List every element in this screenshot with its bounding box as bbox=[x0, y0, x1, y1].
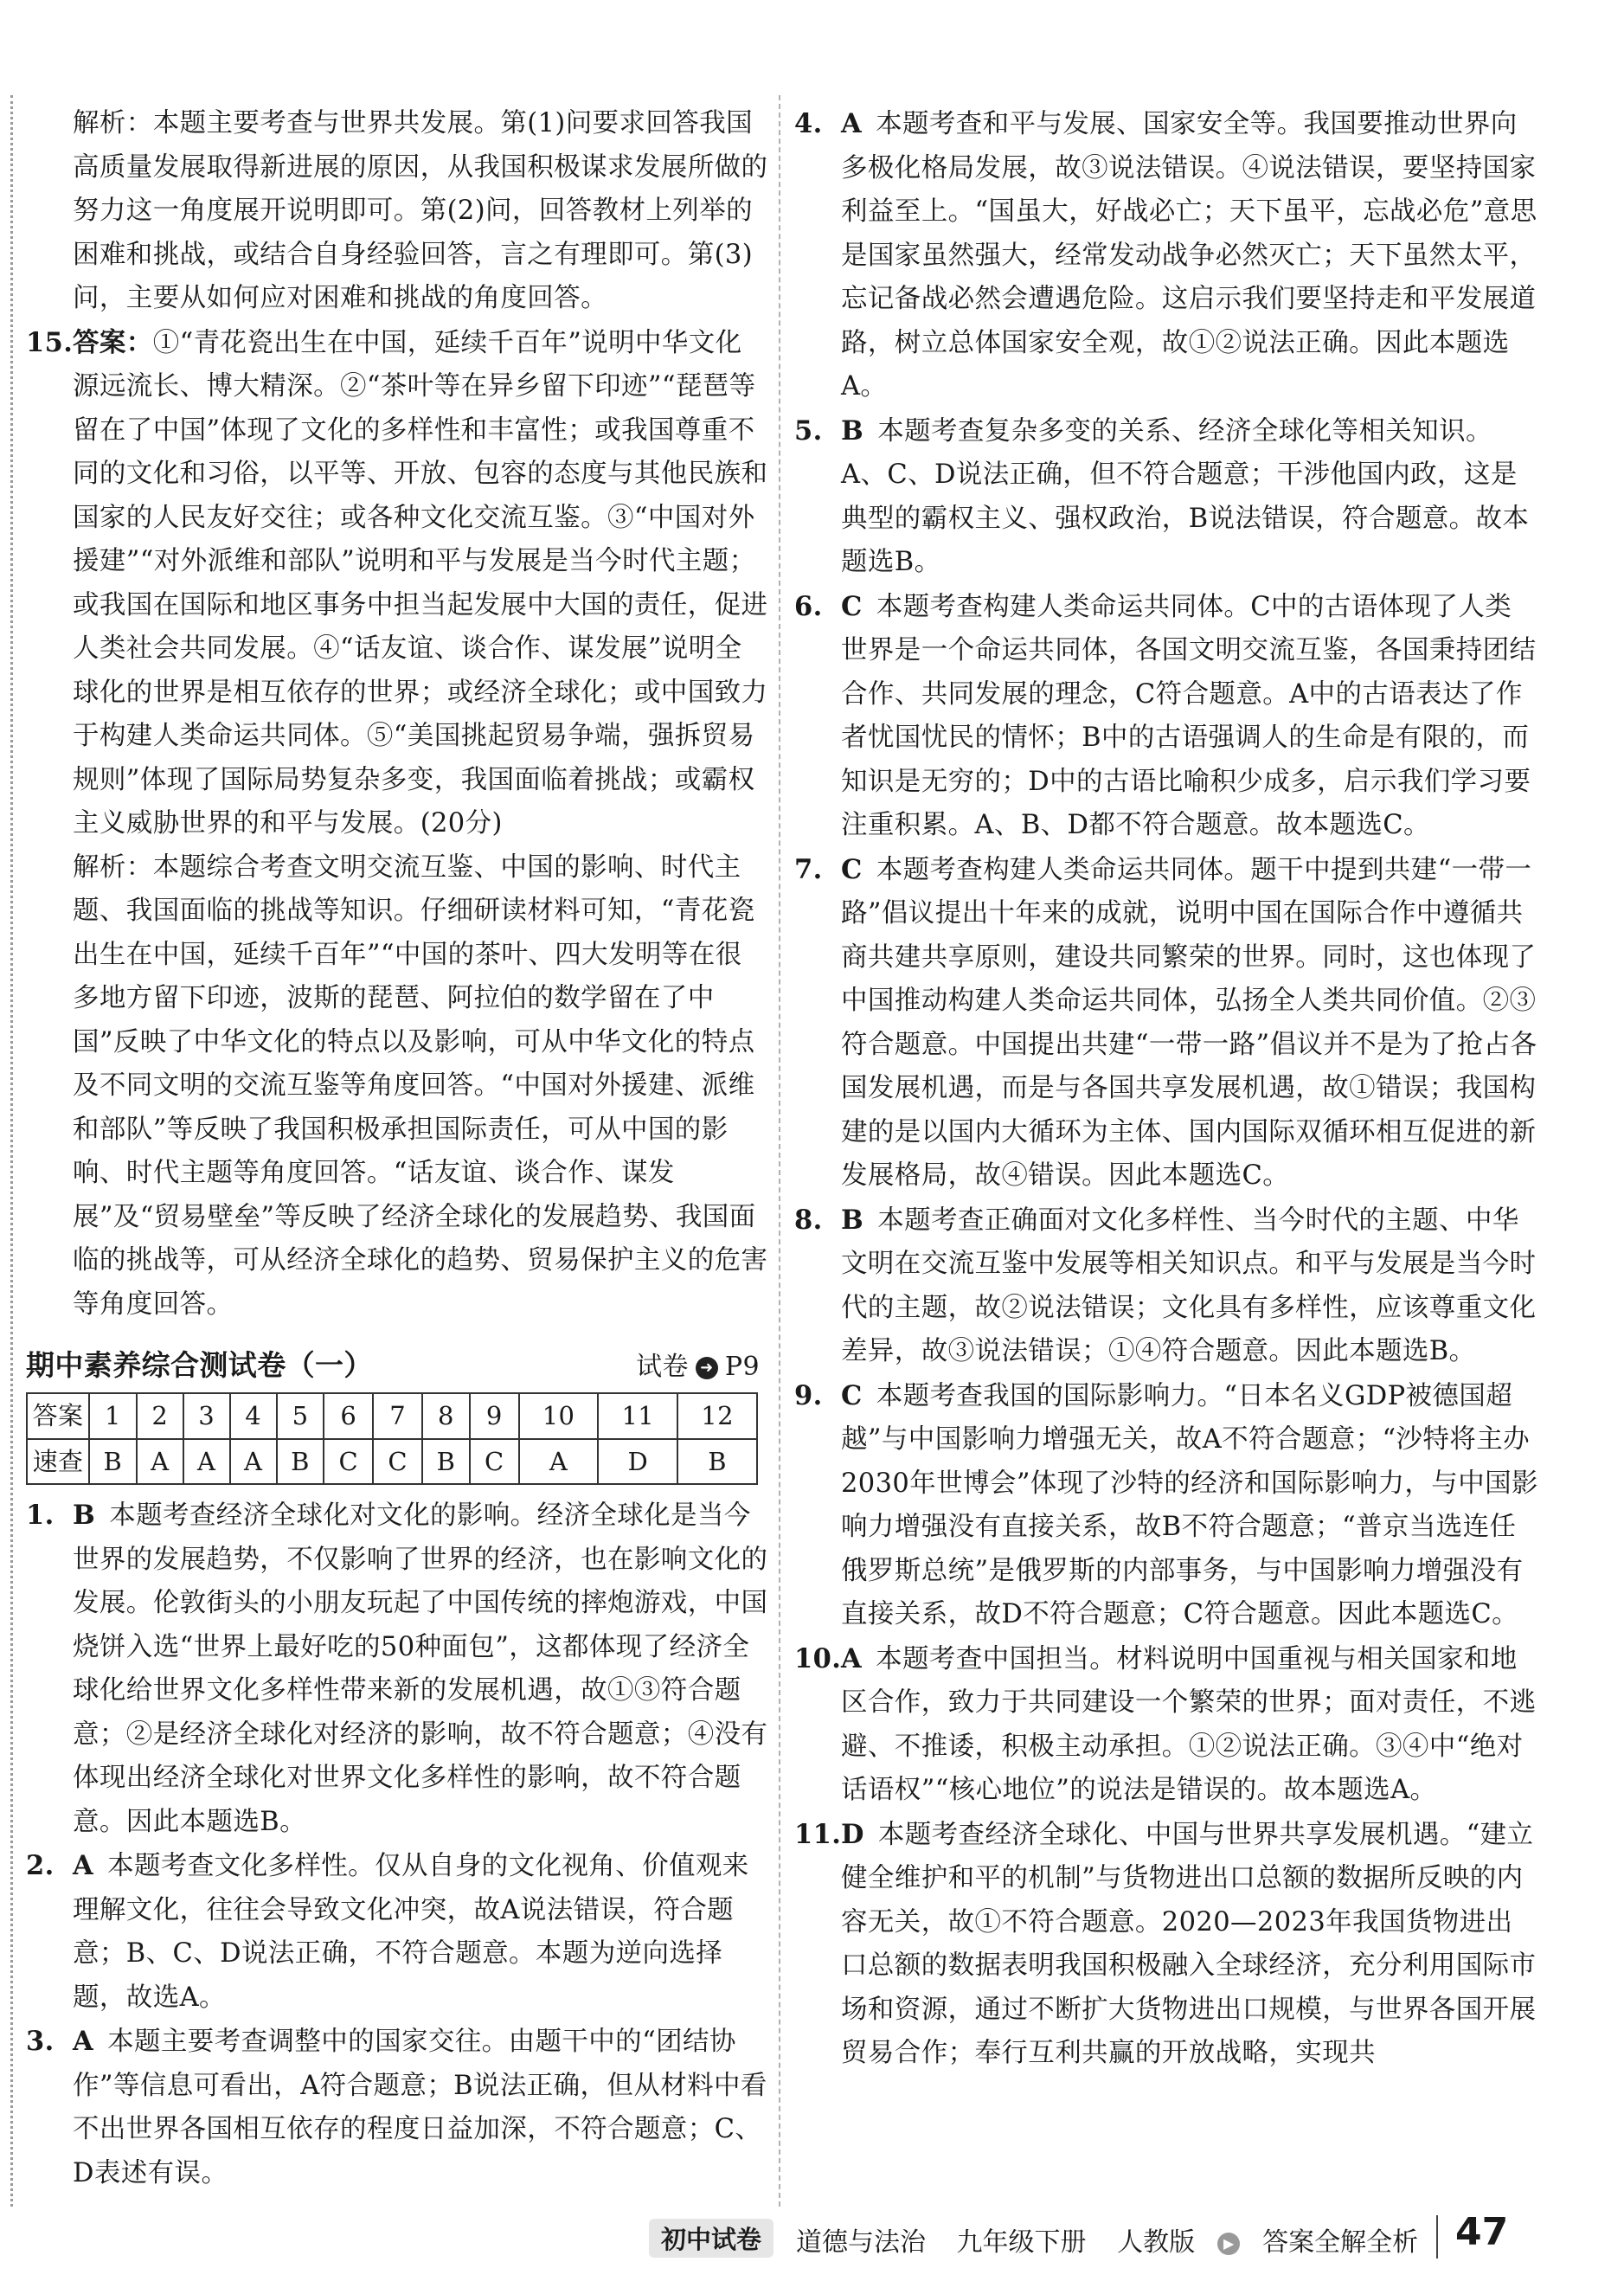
table-cell: 12 bbox=[677, 1393, 757, 1439]
question-number: 4. bbox=[794, 108, 823, 139]
answer-letter: B bbox=[841, 1204, 864, 1236]
table-cell: B bbox=[422, 1439, 470, 1485]
table-cell: B bbox=[677, 1439, 757, 1485]
table-cell: A bbox=[230, 1439, 277, 1485]
footer-info bbox=[796, 2220, 1441, 2259]
table-cell: 7 bbox=[373, 1393, 422, 1439]
answer-item-8 bbox=[794, 1198, 1538, 1374]
explanation-text: 本题考查我国的国际影响力。“日本名义GDP被德国超越”与中国影响力增强无关，故A不符合题意；“沙特将主办2030年世博会”体现了沙特的经济和国际影响力，与中国影响力增强没有直接关系，故B不符合题意；“普京当选连任俄罗斯总统”是俄罗斯的内部事务，与中国影响力增强没有直接关系，故D不符合题意；C符合题意。因此本题选C。 bbox=[841, 1380, 1538, 1629]
table-cell: 3 bbox=[183, 1393, 230, 1439]
answer-item-4 bbox=[794, 102, 1538, 409]
answer-quick-table bbox=[26, 1392, 758, 1485]
right-column bbox=[794, 102, 1538, 2076]
table-cell: 6 bbox=[324, 1393, 373, 1439]
answer-item-6 bbox=[794, 585, 1538, 848]
column-divider bbox=[779, 95, 780, 2207]
table-header-cell: 答案 bbox=[27, 1393, 89, 1439]
answer-item-3 bbox=[26, 2020, 768, 2195]
answer-15 bbox=[26, 321, 768, 846]
answer-letter: A bbox=[841, 108, 863, 139]
answer-item-9 bbox=[794, 1374, 1538, 1637]
explanation-text: 本题考查经济全球化对文化的影响。经济全球化是当今世界的发展趋势，不仅影响了世界的经济，也在影响文化的发展。伦敦街头的小朋友玩起了中国传统的摔炮游戏，中国烧饼入选“世界上最好吃的50种面包”，这都体现了经济全球化给世界文化多样性带来新的发展机遇，故①③符合题意；②是经济全球化对经济的影响，故不符合题意；④没有体现出经济全球化对世界文化多样性的影响，故不符合题意。因此本题选B。 bbox=[73, 1500, 768, 1837]
explanation-text: 本题考查中国担当。材料说明中国重视与相关国家和地区合作，致力于共同建设一个繁荣的世界；面对责任，不逃避、不推诿，积极主动承担。①②说法正确。③④中“绝对话语权”“核心地位”的说法是错误的。故本题选A。 bbox=[841, 1643, 1537, 1805]
explanation-text: 本题考查和平与发展、国家安全等。我国要推动世界向多极化格局发展，故③说法错误。④说法错误，要坚持国家利益至上。“国虽大，好战必亡；天下虽平，忘战必危”意思是国家虽然强大，经常发动战争必然灭亡；天下虽然太平，忘记备战必然会遭遇危险。这启示我们要坚持走和平发展道路，树立总体国家安全观，故①②说法正确。因此本题选A。 bbox=[841, 109, 1537, 402]
analysis-14: 解析：本题主要考查与世界共发展。第(1)问要求回答我国高质量发展取得新进展的原因，从我国积极谋求发展所做的努力这一角度展开说明即可。第(2)问，回答教材上列举的困难和挑战，或结合自身经验回答，言之有理即可。第(3)问，主要从如何应对困难和挑战的角度回答。 bbox=[73, 108, 768, 313]
table-row bbox=[27, 1393, 757, 1439]
table-row bbox=[27, 1439, 757, 1485]
footer-subject: 道德与法治 bbox=[796, 2227, 926, 2258]
table-cell: 4 bbox=[230, 1393, 277, 1439]
answer-letter: B bbox=[841, 414, 864, 447]
answer-item-2 bbox=[26, 1844, 768, 2020]
question-number: 6. bbox=[794, 590, 823, 622]
answer-letter: A bbox=[73, 1850, 94, 1881]
table-cell: A bbox=[183, 1439, 230, 1485]
footer-grade: 九年级下册 bbox=[956, 2227, 1087, 2258]
table-cell: A bbox=[519, 1439, 599, 1485]
question-number: 9. bbox=[794, 1379, 823, 1411]
explanation-text: 本题考查文化多样性。仅从自身的文化视角、价值观来理解文化，往往会导致文化冲突，故A说法错误，符合题意；B、C、D说法正确，不符合题意。本题为逆向选择题，故选A。 bbox=[73, 1851, 749, 2013]
question-number: 7. bbox=[794, 853, 823, 885]
answer-letter: D bbox=[841, 1818, 864, 1850]
section-ref-label: 试卷 bbox=[636, 1352, 689, 1382]
page-footer bbox=[649, 2210, 1549, 2264]
explanation-text: 本题主要考查调整中的国家交往。由题干中的“团结协作”等信息可看出，A符合题意；B说法正确，但从材料中看不出世界各国相互依存的程度日益加深，不符合题意；C、D表述有误。 bbox=[73, 2027, 767, 2188]
question-number: 8. bbox=[794, 1204, 823, 1236]
answer-item-7 bbox=[794, 848, 1538, 1198]
left-column bbox=[26, 102, 768, 2195]
footer-tail: 答案全解全析 bbox=[1262, 2227, 1419, 2258]
answer-text: ①“青花瓷出生在中国，延续千百年”说明中华文化源远流长、博大精深。②“茶叶等在异乡留下印迹”“琵琶等留在了中国”体现了文化的多样性和丰富性；或我国尊重不同的文化和习俗，以平等、开放、包容的态度与其他民族和国家的人民友好交往；或各种文化交流互鉴。③“中国对外援建”“对外派维和部队”说明和平与发展是当今时代主题；或我国在国际和地区事务中担当起发展中大国的责任，促进人类社会共同发展。④“话友谊、谈合作、谋发展”说明全球化的世界是相互依存的世界；或经济全球化；或中国致力于构建人类命运共同体。⑤“美国挑起贸易争端，强拆贸易规则”体现了国际局势复杂多变，我国面临着挑战；或霸权主义威胁世界的和平与发展。(20分) bbox=[73, 327, 768, 839]
section-title: 期中素养综合测试卷（一） bbox=[26, 1348, 373, 1382]
table-cell: 10 bbox=[519, 1393, 599, 1439]
answer-letter: C bbox=[841, 1379, 863, 1411]
question-number: 3. bbox=[26, 2026, 55, 2057]
table-cell: 9 bbox=[470, 1393, 519, 1439]
table-cell: C bbox=[470, 1439, 519, 1485]
table-cell: 8 bbox=[422, 1393, 470, 1439]
question-number: 5. bbox=[794, 414, 823, 447]
table-cell: C bbox=[324, 1439, 373, 1485]
answer-letter: B bbox=[73, 1500, 96, 1531]
answer-item-1 bbox=[26, 1494, 768, 1844]
section-page-ref bbox=[636, 1346, 760, 1390]
answer-letter: A bbox=[841, 1642, 863, 1674]
footer-edition: 人教版 bbox=[1117, 2227, 1196, 2258]
analysis-15: 解析：本题综合考查文明交流互鉴、中国的影响、时代主题、我国面临的挑战等知识。仔细研读材料可知，“青花瓷出生在中国，延续千百年”“中国的茶叶、四大发明等在很多地方留下印迹，波斯的琵琶、阿拉伯的数学留在了中国”反映了中华文化的特点以及影响，可从中华文化的特点及不同文明的交流互鉴等角度回答。“中国对外援建、派维和部队”等反映了我国积极承担国际责任，可从中国的影响、时代主题等角度回答。“话友谊、谈合作、谋发展”及“贸易壁垒”等反映了经济全球化的发展趋势、我国面临的挑战等，可从经济全球化的趋势、贸易保护主义的危害等角度回答。 bbox=[73, 851, 768, 1320]
answer-item-5 bbox=[794, 409, 1538, 585]
answer-item-10 bbox=[794, 1637, 1538, 1813]
footer-divider bbox=[1436, 2215, 1438, 2259]
table-cell: D bbox=[598, 1439, 677, 1485]
explanation-text: 本题考查复杂多变的关系、经济全球化等相关知识。A、C、D说法正确，但不符合题意；干涉他国内政，这是典型的霸权主义、强权政治，B说法错误，符合题意。故本题选B。 bbox=[841, 415, 1530, 577]
table-cell: C bbox=[373, 1439, 422, 1485]
play-icon: ▶ bbox=[1217, 2233, 1240, 2255]
table-cell: 1 bbox=[89, 1393, 137, 1439]
arrow-right-icon: ➜ bbox=[696, 1357, 718, 1379]
explanation-text: 本题考查正确面对文化多样性、当今时代的主题、中华文明在交流互鉴中发展等相关知识点。和平与发展是当今时代的主题，故②说法错误；文化具有多样性，应该尊重文化差异，故③说法错误；①④符合题意。因此本题选B。 bbox=[841, 1205, 1537, 1366]
explanation-text: 本题考查构建人类命运共同体。C中的古语体现了人类世界是一个命运共同体，各国文明交流互鉴，各国秉持团结合作、共同发展的理念，C符合题意。A中的古语表达了作者忧国忧民的情怀；B中的古语强调人的生命是有限的，而知识是无穷的；D中的古语比喻积少成多，启示我们学习要注重积累。A、B、D都不符合题意。故本题选C。 bbox=[841, 591, 1537, 840]
table-cell: 2 bbox=[137, 1393, 183, 1439]
footer-brand: 初中试卷 bbox=[649, 2219, 773, 2258]
answer-item-11 bbox=[794, 1813, 1538, 2076]
question-number: 1. bbox=[26, 1500, 55, 1531]
margin-dotted-line bbox=[10, 95, 13, 2207]
question-number: 15. bbox=[26, 326, 74, 358]
table-cell: 5 bbox=[277, 1393, 324, 1439]
section-header bbox=[26, 1340, 768, 1385]
explanation-text: 本题考查构建人类命运共同体。题干中提到共建“一带一路”倡议提出十年来的成就，说明中国在国际合作中遵循共商共建共享原则，建设共同繁荣的世界。同时，这也体现了中国推动构建人类命运共同体，弘扬全人类共同价值。②③符合题意。中国提出共建“一带一路”倡议并不是为了抢占各国发展机遇，而是与各国共享发展机遇，故①错误；我国构建的是以国内大循环为主体、国内国际双循环相互促进的新发展格局，故④错误。因此本题选C。 bbox=[841, 854, 1537, 1191]
explanation-text: 本题考查经济全球化、中国与世界共享发展机遇。“建立健全维护和平的机制”与货物进出口总额的数据所反映的内容无关，故①不符合题意。2020—2023年我国货物进出口总额的数据表明我国积极融入全球经济，充分利用国际市场和资源，通过不断扩大货物进出口规模，与世界各国开展贸易合作；奉行互利共赢的开放战略，实现共 bbox=[841, 1819, 1537, 2068]
question-number: 2. bbox=[26, 1850, 55, 1881]
answer-letter: A bbox=[73, 2026, 94, 2057]
table-cell: A bbox=[137, 1439, 183, 1485]
section-ref-page: P9 bbox=[724, 1352, 760, 1382]
table-cell: 11 bbox=[598, 1393, 677, 1439]
table-cell: B bbox=[89, 1439, 137, 1485]
answer-letter: C bbox=[841, 590, 863, 622]
question-number: 11. bbox=[794, 1818, 842, 1850]
table-cell: B bbox=[277, 1439, 324, 1485]
answer-letter: C bbox=[841, 853, 863, 885]
page-number: 47 bbox=[1455, 2210, 1509, 2254]
table-header-cell: 速查 bbox=[27, 1439, 89, 1485]
answer-label: 答案： bbox=[73, 326, 153, 358]
question-number: 10. bbox=[794, 1642, 842, 1674]
